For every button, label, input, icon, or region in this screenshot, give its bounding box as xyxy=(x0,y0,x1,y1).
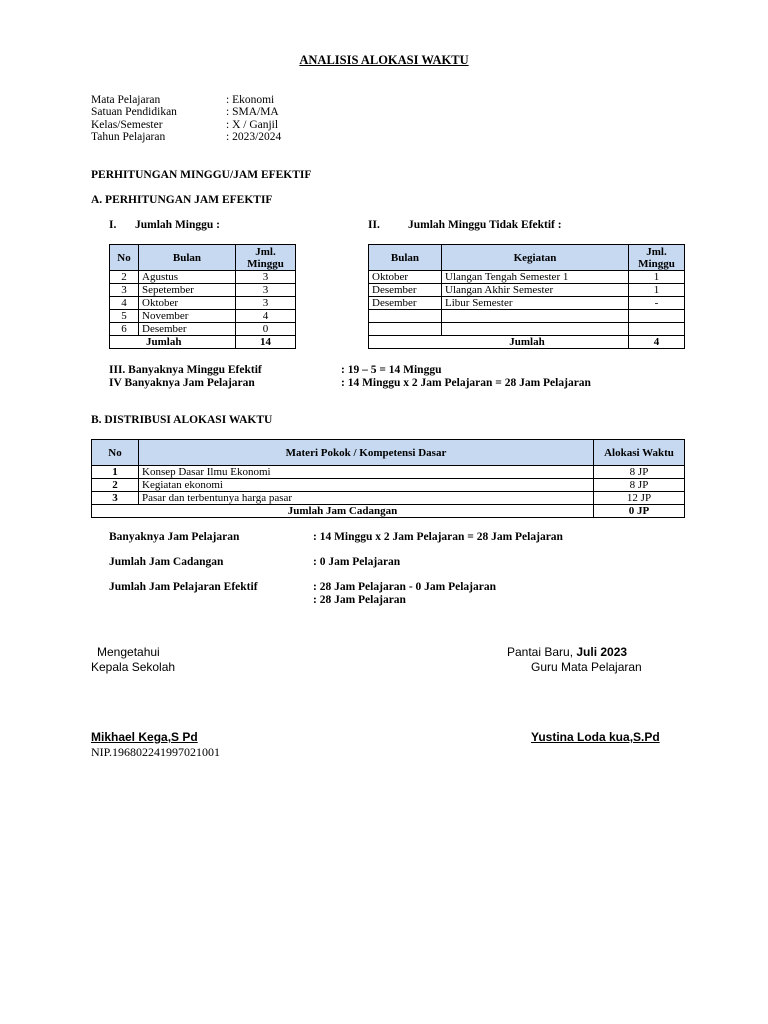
cell: November xyxy=(139,310,236,323)
total-value: 14 xyxy=(236,336,296,349)
cell: 8 JP xyxy=(594,466,685,479)
sub1-label: Jumlah Minggu : xyxy=(135,219,220,231)
identity-value: : 2023/2024 xyxy=(226,131,282,143)
totals-label: Jumlah Jam Pelajaran Efektif xyxy=(109,581,258,593)
table-row xyxy=(110,323,296,336)
sub2-label: Jumlah Minggu Tidak Efektif : xyxy=(408,219,562,231)
cell: 3 xyxy=(236,271,296,284)
cell: 0 xyxy=(236,323,296,336)
table-total-row xyxy=(92,505,685,518)
sign-left-line1: Mengetahui xyxy=(97,645,160,659)
total-label: Jumlah Jam Cadangan xyxy=(92,505,594,518)
col-header: No xyxy=(92,440,139,466)
cell: 12 JP xyxy=(594,492,685,505)
headmaster-name: Mikhael Kega,S Pd xyxy=(91,730,198,744)
sub2-number: II. xyxy=(368,219,380,231)
col-header: Kegiatan xyxy=(442,245,629,271)
totals-label: Jumlah Jam Cadangan xyxy=(109,556,224,568)
totals-value: : 28 Jam Pelajaran - 0 Jam Pelajaran xyxy=(313,581,497,593)
table-total-row xyxy=(110,336,296,349)
identity-value: : Ekonomi xyxy=(226,94,275,106)
table-row xyxy=(369,271,685,284)
identity-label: Tahun Pelajaran xyxy=(91,131,166,143)
col-header: Alokasi Waktu xyxy=(594,440,685,466)
col-header: No xyxy=(110,245,139,271)
table-row xyxy=(92,479,685,492)
table-row xyxy=(110,271,296,284)
cell: 2 xyxy=(92,479,139,492)
cell: Oktober xyxy=(139,297,236,310)
cell: Ulangan Tengah Semester 1 xyxy=(442,271,629,284)
table-row xyxy=(369,284,685,297)
cell: Sepetember xyxy=(139,284,236,297)
main-heading: PERHITUNGAN MINGGU/JAM EFEKTIF xyxy=(91,169,312,181)
weeks-table xyxy=(109,244,296,349)
total-label: Jumlah xyxy=(369,336,629,349)
totals-value: : 14 Minggu x 2 Jam Pelajaran = 28 Jam Pelajaran xyxy=(313,531,563,543)
cell: - xyxy=(629,297,685,310)
cell: 3 xyxy=(236,297,296,310)
col-header: Jml. Minggu xyxy=(629,245,685,271)
headmaster-nip: NIP.196802241997021001 xyxy=(91,745,221,759)
totals-value-2: : 28 Jam Pelajaran xyxy=(313,594,406,606)
total-label: Jumlah xyxy=(110,336,236,349)
cell: 1 xyxy=(629,271,685,284)
cell: Oktober xyxy=(369,271,442,284)
table-row xyxy=(92,466,685,479)
col-header: Bulan xyxy=(139,245,236,271)
table-row xyxy=(369,310,685,323)
cell: 3 xyxy=(92,492,139,505)
summary-value: : 14 Minggu x 2 Jam Pelajaran = 28 Jam Pelajaran xyxy=(341,377,591,389)
cell: 1 xyxy=(92,466,139,479)
cell xyxy=(369,323,442,336)
cell: 6 xyxy=(110,323,139,336)
cell: 4 xyxy=(110,297,139,310)
cell xyxy=(629,310,685,323)
document-title: ANALISIS ALOKASI WAKTU xyxy=(299,53,469,67)
distribution-table xyxy=(91,439,685,518)
total-value: 4 xyxy=(629,336,685,349)
sign-left-line2: Kepala Sekolah xyxy=(91,660,176,674)
identity-value: : X / Ganjil xyxy=(226,119,279,131)
cell: Konsep Dasar Ilmu Ekonomi xyxy=(139,466,594,479)
identity-value: : SMA/MA xyxy=(226,106,279,118)
cell: 3 xyxy=(236,284,296,297)
cell: Agustus xyxy=(139,271,236,284)
table-row xyxy=(369,323,685,336)
col-header: Materi Pokok / Kompetensi Dasar xyxy=(139,440,594,466)
cell: 2 xyxy=(110,271,139,284)
cell: Desember xyxy=(369,284,442,297)
section-a-heading: A. PERHITUNGAN JAM EFEKTIF xyxy=(91,194,273,206)
cell: 5 xyxy=(110,310,139,323)
cell: Pasar dan terbentunya harga pasar xyxy=(139,492,594,505)
cell xyxy=(442,310,629,323)
place-text: Pantai Baru, xyxy=(507,645,574,659)
date-text: Juli 2023 xyxy=(573,645,628,659)
table-row xyxy=(110,310,296,323)
col-header: Jml. Minggu xyxy=(236,245,296,271)
cell: 8 JP xyxy=(594,479,685,492)
sign-right-place xyxy=(507,645,627,659)
summary-value: : 19 – 5 = 14 Minggu xyxy=(341,364,442,376)
cell: 1 xyxy=(629,284,685,297)
cell xyxy=(442,323,629,336)
cell: Kegiatan ekonomi xyxy=(139,479,594,492)
non-effective-weeks-table xyxy=(368,244,685,349)
identity-label: Kelas/Semester xyxy=(91,119,163,131)
cell: Libur Semester xyxy=(442,297,629,310)
cell: Ulangan Akhir Semester xyxy=(442,284,629,297)
identity-label: Satuan Pendidikan xyxy=(91,106,177,118)
totals-value: : 0 Jam Pelajaran xyxy=(313,556,401,568)
sub1-number: I. xyxy=(109,219,117,231)
table-total-row xyxy=(369,336,685,349)
table-row xyxy=(369,297,685,310)
cell xyxy=(629,323,685,336)
cell: Desember xyxy=(369,297,442,310)
table-row xyxy=(110,297,296,310)
totals-label: Banyaknya Jam Pelajaran xyxy=(109,531,240,543)
cell xyxy=(369,310,442,323)
cell: 4 xyxy=(236,310,296,323)
cell: 3 xyxy=(110,284,139,297)
table-row xyxy=(110,284,296,297)
sign-right-line2: Guru Mata Pelajaran xyxy=(531,660,642,674)
section-b-heading: B. DISTRIBUSI ALOKASI WAKTU xyxy=(91,414,273,426)
table-row xyxy=(92,492,685,505)
summary-label: III. Banyaknya Minggu Efektif xyxy=(109,364,262,376)
total-value: 0 JP xyxy=(594,505,685,518)
col-header: Bulan xyxy=(369,245,442,271)
summary-label: IV Banyaknya Jam Pelajaran xyxy=(109,377,255,389)
teacher-name: Yustina Loda kua,S.Pd xyxy=(531,730,660,744)
cell: Desember xyxy=(139,323,236,336)
identity-label: Mata Pelajaran xyxy=(91,94,161,106)
